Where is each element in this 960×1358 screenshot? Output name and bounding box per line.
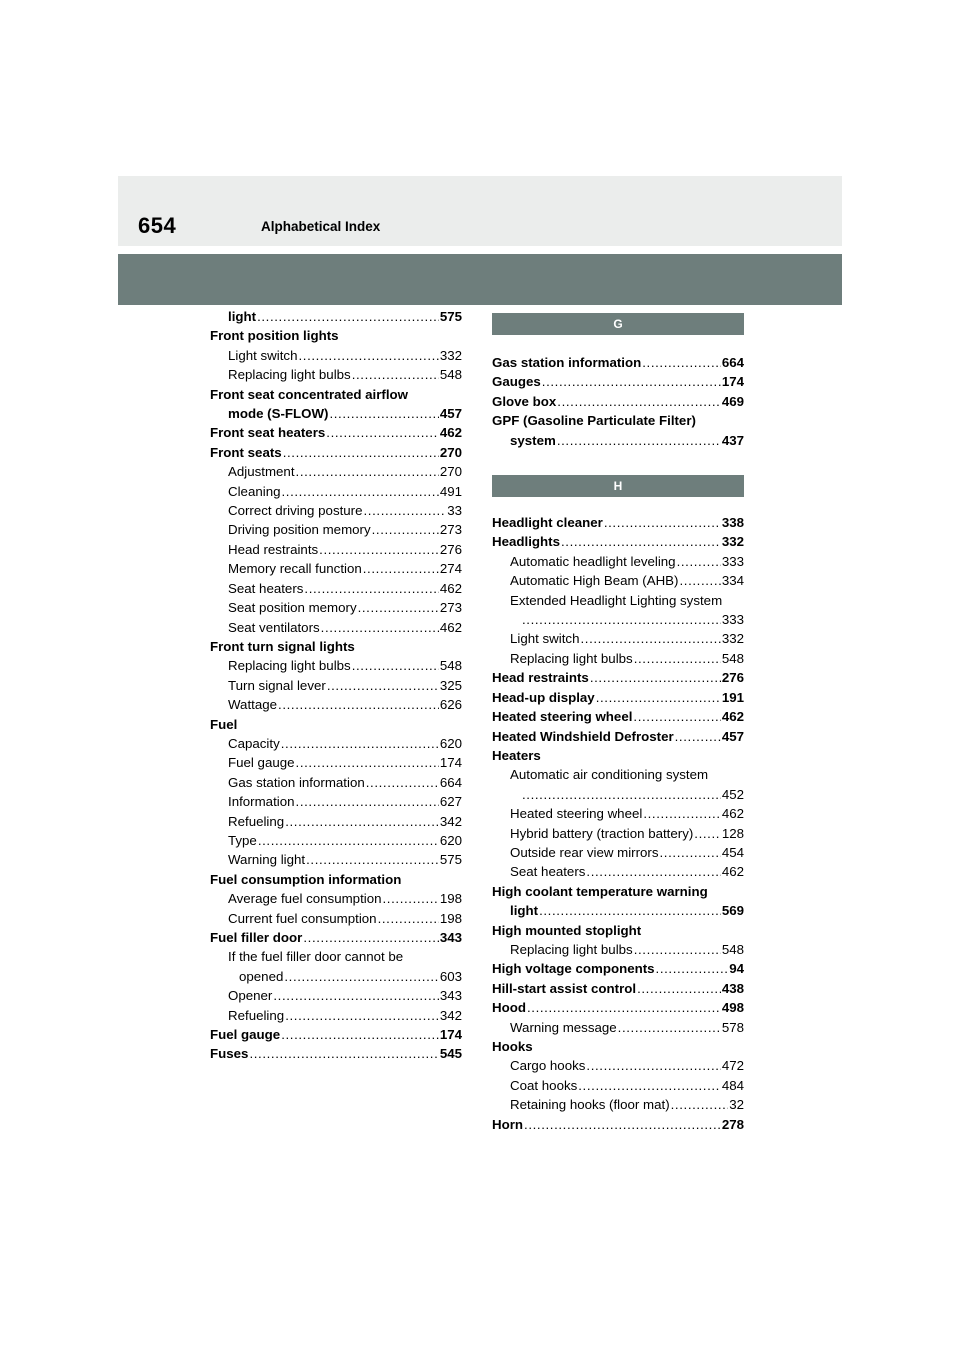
entry-text: Front turn signal lights [210,638,355,654]
entry-page-number: 438 [721,980,744,996]
dot-leader [329,404,438,423]
index-entry [492,746,744,765]
entry-page-number: 342 [439,1007,462,1023]
index-subentry [492,843,744,862]
dot-leader [273,986,438,1005]
letter-heading-g: G [492,313,744,335]
entry-page-number: 462 [721,864,744,880]
index-column-left [210,307,462,1064]
entry-page-number: 491 [439,483,462,499]
entry-text: Information [228,794,295,810]
entry-text: High mounted stoplight [492,922,642,938]
entry-page-number: 174 [721,374,744,390]
index-subentry [210,618,462,637]
index-subentry [210,1006,462,1025]
entry-text: Cleaning [228,483,281,499]
index-subentry [492,1018,744,1037]
dot-leader [326,423,439,442]
index-subentry [492,591,744,610]
dot-leader [578,1076,721,1095]
entry-page-number: 270 [439,444,462,460]
entry-page-number: 342 [439,813,462,829]
entry-page-number: 343 [439,930,462,945]
index-entry [492,668,744,687]
index-subentry [492,1076,744,1095]
index-subentry [210,967,462,986]
dot-leader [296,462,439,481]
entry-page-number: 191 [721,689,744,705]
entry-text: Head restraints [492,670,589,686]
page-header [118,176,842,246]
entry-text: Type [228,832,257,848]
entry-page-number: 457 [721,728,744,744]
entry-text: Fuel consumption information [210,871,402,887]
entry-text: Adjustment [228,464,295,480]
dot-leader [249,1044,438,1063]
entry-text: Capacity [228,735,280,751]
index-subentry [492,649,744,668]
index-subentry [492,824,744,843]
dot-leader [321,618,439,637]
entry-text: Extended Headlight Lighting system [510,592,723,608]
entry-text: Current fuel consumption [228,910,377,926]
dot-leader [522,610,721,629]
dot-leader [634,940,721,959]
entry-page-number: 273 [439,600,462,616]
entry-page-number: 462 [439,425,462,441]
dot-leader [372,520,439,539]
entry-page-number: 332 [721,631,744,647]
dot-leader [303,928,438,947]
dot-leader [643,804,720,823]
index-entry [492,532,744,551]
index-subentry [210,850,462,869]
dot-leader [306,850,439,869]
entry-text: Horn [492,1116,524,1132]
index-subentry [210,831,462,850]
index-entry [492,1115,744,1134]
index-subentry [210,792,462,811]
index-subentry [492,1056,744,1075]
index-entry [492,921,744,940]
dot-leader [679,571,720,590]
entry-page-number: 437 [721,432,744,448]
entry-page-number: 278 [721,1116,744,1132]
entry-page-number: 626 [439,697,462,713]
index-subentry [492,552,744,571]
dot-leader [298,346,438,365]
dot-leader [296,792,439,811]
index-entry [492,392,744,411]
entry-page-number: 198 [439,910,462,926]
entry-text: opened [239,968,284,984]
dot-leader [677,552,721,571]
entry-page-number: 462 [721,709,744,725]
index-subentry [210,676,462,695]
entry-page-number: 548 [721,650,744,666]
entry-text: Opener [228,988,273,1004]
dot-leader [296,753,439,772]
entry-text: system [510,432,556,448]
index-subentry [210,559,462,578]
index-subentry [492,610,744,629]
entry-page-number: 569 [721,903,744,919]
index-subentry [210,482,462,501]
entry-text: Memory recall function [228,561,362,577]
dot-leader [634,649,721,668]
dot-leader [637,979,721,998]
entry-text: Fuel [210,716,238,732]
entry-text: Automatic High Beam (AHB) [510,573,679,589]
dot-leader [285,1006,439,1025]
dot-leader [694,824,721,843]
index-column-right [492,313,744,1134]
entry-page-number: 276 [721,670,744,686]
dot-leader [557,392,721,411]
index-subentry [492,1095,744,1114]
index-section-g [492,353,744,450]
dot-leader [561,532,721,551]
index-entry [492,727,744,746]
entry-page-number: 273 [439,522,462,538]
index-subentry [210,598,462,617]
entry-text: Seat ventilators [228,619,320,635]
dot-leader [352,656,439,675]
entry-page-number: 452 [721,786,744,802]
entry-text: Correct driving posture [228,503,363,519]
dot-leader [671,1095,729,1114]
entry-page-number: 620 [439,735,462,751]
dot-leader [366,773,439,792]
entry-text: Retaining hooks (floor mat) [510,1097,670,1113]
entry-text: If the fuel filler door cannot be [228,949,404,965]
dot-leader [327,676,439,695]
entry-page-number: 33 [447,503,462,519]
entry-page-number: 94 [729,961,744,977]
dot-leader [590,668,721,687]
index-entry [210,1025,462,1044]
index-entry [210,326,462,345]
entry-text: Replacing light bulbs [510,650,633,666]
dot-leader [542,372,721,391]
dot-leader [660,843,721,862]
entry-page-number: 454 [721,844,744,860]
entry-text: Gas station information [228,774,365,790]
entry-text: Front position lights [210,328,339,344]
entry-page-number: 575 [439,309,462,324]
entry-text: Gas station information [492,355,642,370]
letter-heading-h: H [492,475,744,497]
entry-text: Front seats [210,444,282,460]
index-subentry [210,540,462,559]
index-entry [210,870,462,889]
index-entry [492,882,744,901]
dot-leader [539,901,721,920]
entry-text: Refueling [228,813,285,829]
entry-text: mode (S-FLOW) [228,406,329,422]
entry-text: Headlight cleaner [492,515,603,531]
dot-leader [364,501,447,520]
entry-text: Fuel gauge [228,755,295,771]
entry-page-number: 462 [721,806,744,822]
index-subentry [492,804,744,823]
entry-text: Automatic air conditioning system [510,767,709,783]
entry-page-number: 472 [721,1058,744,1074]
index-subentry [492,571,744,590]
entry-text: Hybrid battery (traction battery) [510,825,694,841]
dot-leader [524,1115,721,1134]
entry-text: Turn signal lever [228,677,326,693]
dot-leader [258,831,439,850]
index-subentry [492,629,744,648]
entry-page-number: 128 [721,825,744,841]
dot-leader [580,629,720,648]
entry-text: Wattage [228,697,278,713]
dot-leader [656,959,729,978]
entry-text: Hill-start assist control [492,980,637,996]
index-entry [492,372,744,391]
entry-text: Fuel filler door [210,930,303,945]
dot-leader [283,443,439,462]
dot-leader [378,909,439,928]
dot-leader [363,559,439,578]
index-entry [492,353,744,372]
entry-text: Heaters [492,747,541,763]
dot-leader [278,695,439,714]
dot-leader [358,598,439,617]
entry-text: Warning light [228,852,306,868]
entry-text: Average fuel consumption [228,891,382,907]
dot-leader [527,998,721,1017]
entry-page-number: 548 [721,941,744,957]
index-subentry [492,785,744,804]
index-entry [492,901,744,920]
dot-leader [618,1018,721,1037]
entry-text: Heated steering wheel [510,806,643,822]
dot-leader [304,579,438,598]
index-subentry [210,520,462,539]
entry-page-number: 627 [439,794,462,810]
entry-page-number: 545 [439,1046,462,1062]
index-entry [492,411,744,430]
entry-text: Front seat heaters [210,425,326,441]
entry-text: Hooks [492,1039,533,1054]
entry-text: Seat heaters [510,864,586,880]
index-section-h [492,513,744,1134]
index-entry [210,423,462,442]
index-subentry [210,753,462,772]
entry-text: Replacing light bulbs [510,941,633,957]
entry-page-number: 620 [439,832,462,848]
index-subentry [210,889,462,908]
entry-text: Driving position memory [228,522,371,538]
entry-page-number: 548 [439,367,462,383]
index-entry [210,307,462,326]
index-entry [210,928,462,947]
entry-text: Fuel gauge [210,1027,281,1043]
entry-text: High coolant temperature warning [492,883,708,899]
entry-page-number: 274 [439,561,462,577]
index-subentry [210,734,462,753]
dot-leader [557,431,721,450]
index-subentry [210,656,462,675]
entry-text: Light switch [510,631,580,647]
entry-page-number: 457 [439,406,462,422]
index-subentry [210,812,462,831]
entry-page-number: 578 [721,1019,744,1035]
dot-leader [642,353,721,372]
entry-text: Heated steering wheel [492,709,633,725]
dot-leader [596,688,721,707]
entry-text: GPF (Gasoline Particulate Filter) [492,413,696,429]
entry-page-number: 664 [439,774,462,790]
entry-page-number: 332 [721,534,744,550]
index-entry [492,959,744,978]
index-subentry [492,765,744,784]
index-subentry [210,947,462,966]
entry-text: Cargo hooks [510,1058,586,1074]
entry-page-number: 333 [721,553,744,569]
index-entry [210,443,462,462]
entry-text: Hood [492,1000,526,1016]
index-entry [492,998,744,1017]
entry-text: Outside rear view mirrors [510,844,659,860]
entry-page-number: 174 [439,1027,462,1043]
entry-page-number: 462 [439,580,462,596]
entry-page-number: 338 [721,515,744,531]
index-entry [210,637,462,656]
entry-text: Head restraints [228,541,319,557]
dot-leader [284,967,438,986]
entry-text: Glove box [492,393,557,409]
entry-page-number: 333 [721,612,744,628]
entry-text: Headlights [492,534,560,550]
index-subentry [210,365,462,384]
index-subentry [210,773,462,792]
entry-text: Warning message [510,1019,617,1035]
entry-page-number: 548 [439,658,462,674]
entry-text: Light switch [228,347,298,363]
entry-page-number: 334 [721,573,744,589]
entry-text: Fuses [210,1046,249,1062]
entry-text: light [510,903,539,919]
entry-text: Refueling [228,1007,285,1023]
section-title: Alphabetical Index [261,219,381,234]
entry-page-number: 469 [721,393,744,409]
dot-leader [281,1025,439,1044]
entry-text: Seat position memory [228,600,357,616]
entry-page-number: 575 [439,852,462,868]
header-band [118,254,842,305]
entry-page-number: 462 [439,619,462,635]
dot-leader [522,785,721,804]
entry-text: Coat hooks [510,1077,578,1093]
entry-text: Head-up display [492,689,595,705]
index-subentry [210,579,462,598]
entry-text: light [228,309,257,324]
index-subentry [210,909,462,928]
dot-leader [257,307,439,326]
dot-leader [319,540,439,559]
entry-text: Front seat concentrated airflow [210,386,409,402]
index-entry [492,1037,744,1056]
dot-leader [383,889,439,908]
dot-leader [285,812,439,831]
dot-leader [586,1056,720,1075]
index-entry [210,385,462,404]
entry-page-number: 325 [439,677,462,693]
entry-text: High voltage components [492,961,655,977]
entry-text: Gauges [492,374,541,390]
index-entry [492,431,744,450]
entry-page-number: 332 [439,347,462,363]
entry-page-number: 498 [721,1000,744,1016]
entry-page-number: 603 [439,968,462,984]
index-subentry [492,940,744,959]
index-entry [492,707,744,726]
entry-text: Automatic headlight leveling [510,553,676,569]
entry-text: Heated Windshield Defroster [492,728,674,744]
entry-page-number: 664 [721,355,744,370]
index-entry [210,404,462,423]
entry-text: Seat heaters [228,580,304,596]
dot-leader [352,365,439,384]
index-entry [210,715,462,734]
dot-leader [282,482,439,501]
dot-leader [586,862,720,881]
entry-page-number: 270 [439,464,462,480]
entry-page-number: 174 [439,755,462,771]
dot-leader [281,734,439,753]
dot-leader [633,707,720,726]
index-entry [210,1044,462,1063]
index-subentry [210,695,462,714]
entry-page-number: 484 [721,1077,744,1093]
dot-leader [675,727,721,746]
index-entry [492,513,744,532]
index-subentry [492,862,744,881]
entry-page-number: 343 [439,988,462,1004]
index-subentry [210,501,462,520]
entry-text: Replacing light bulbs [228,658,351,674]
index-subentry [210,986,462,1005]
dot-leader [604,513,721,532]
index-entry [492,979,744,998]
entry-page-number: 276 [439,541,462,557]
entry-page-number: 32 [729,1097,744,1113]
page-number: 654 [138,213,177,238]
entry-page-number: 198 [439,891,462,907]
index-subentry [210,346,462,365]
index-subentry [210,462,462,481]
entry-text: Replacing light bulbs [228,367,351,383]
index-entry [492,688,744,707]
